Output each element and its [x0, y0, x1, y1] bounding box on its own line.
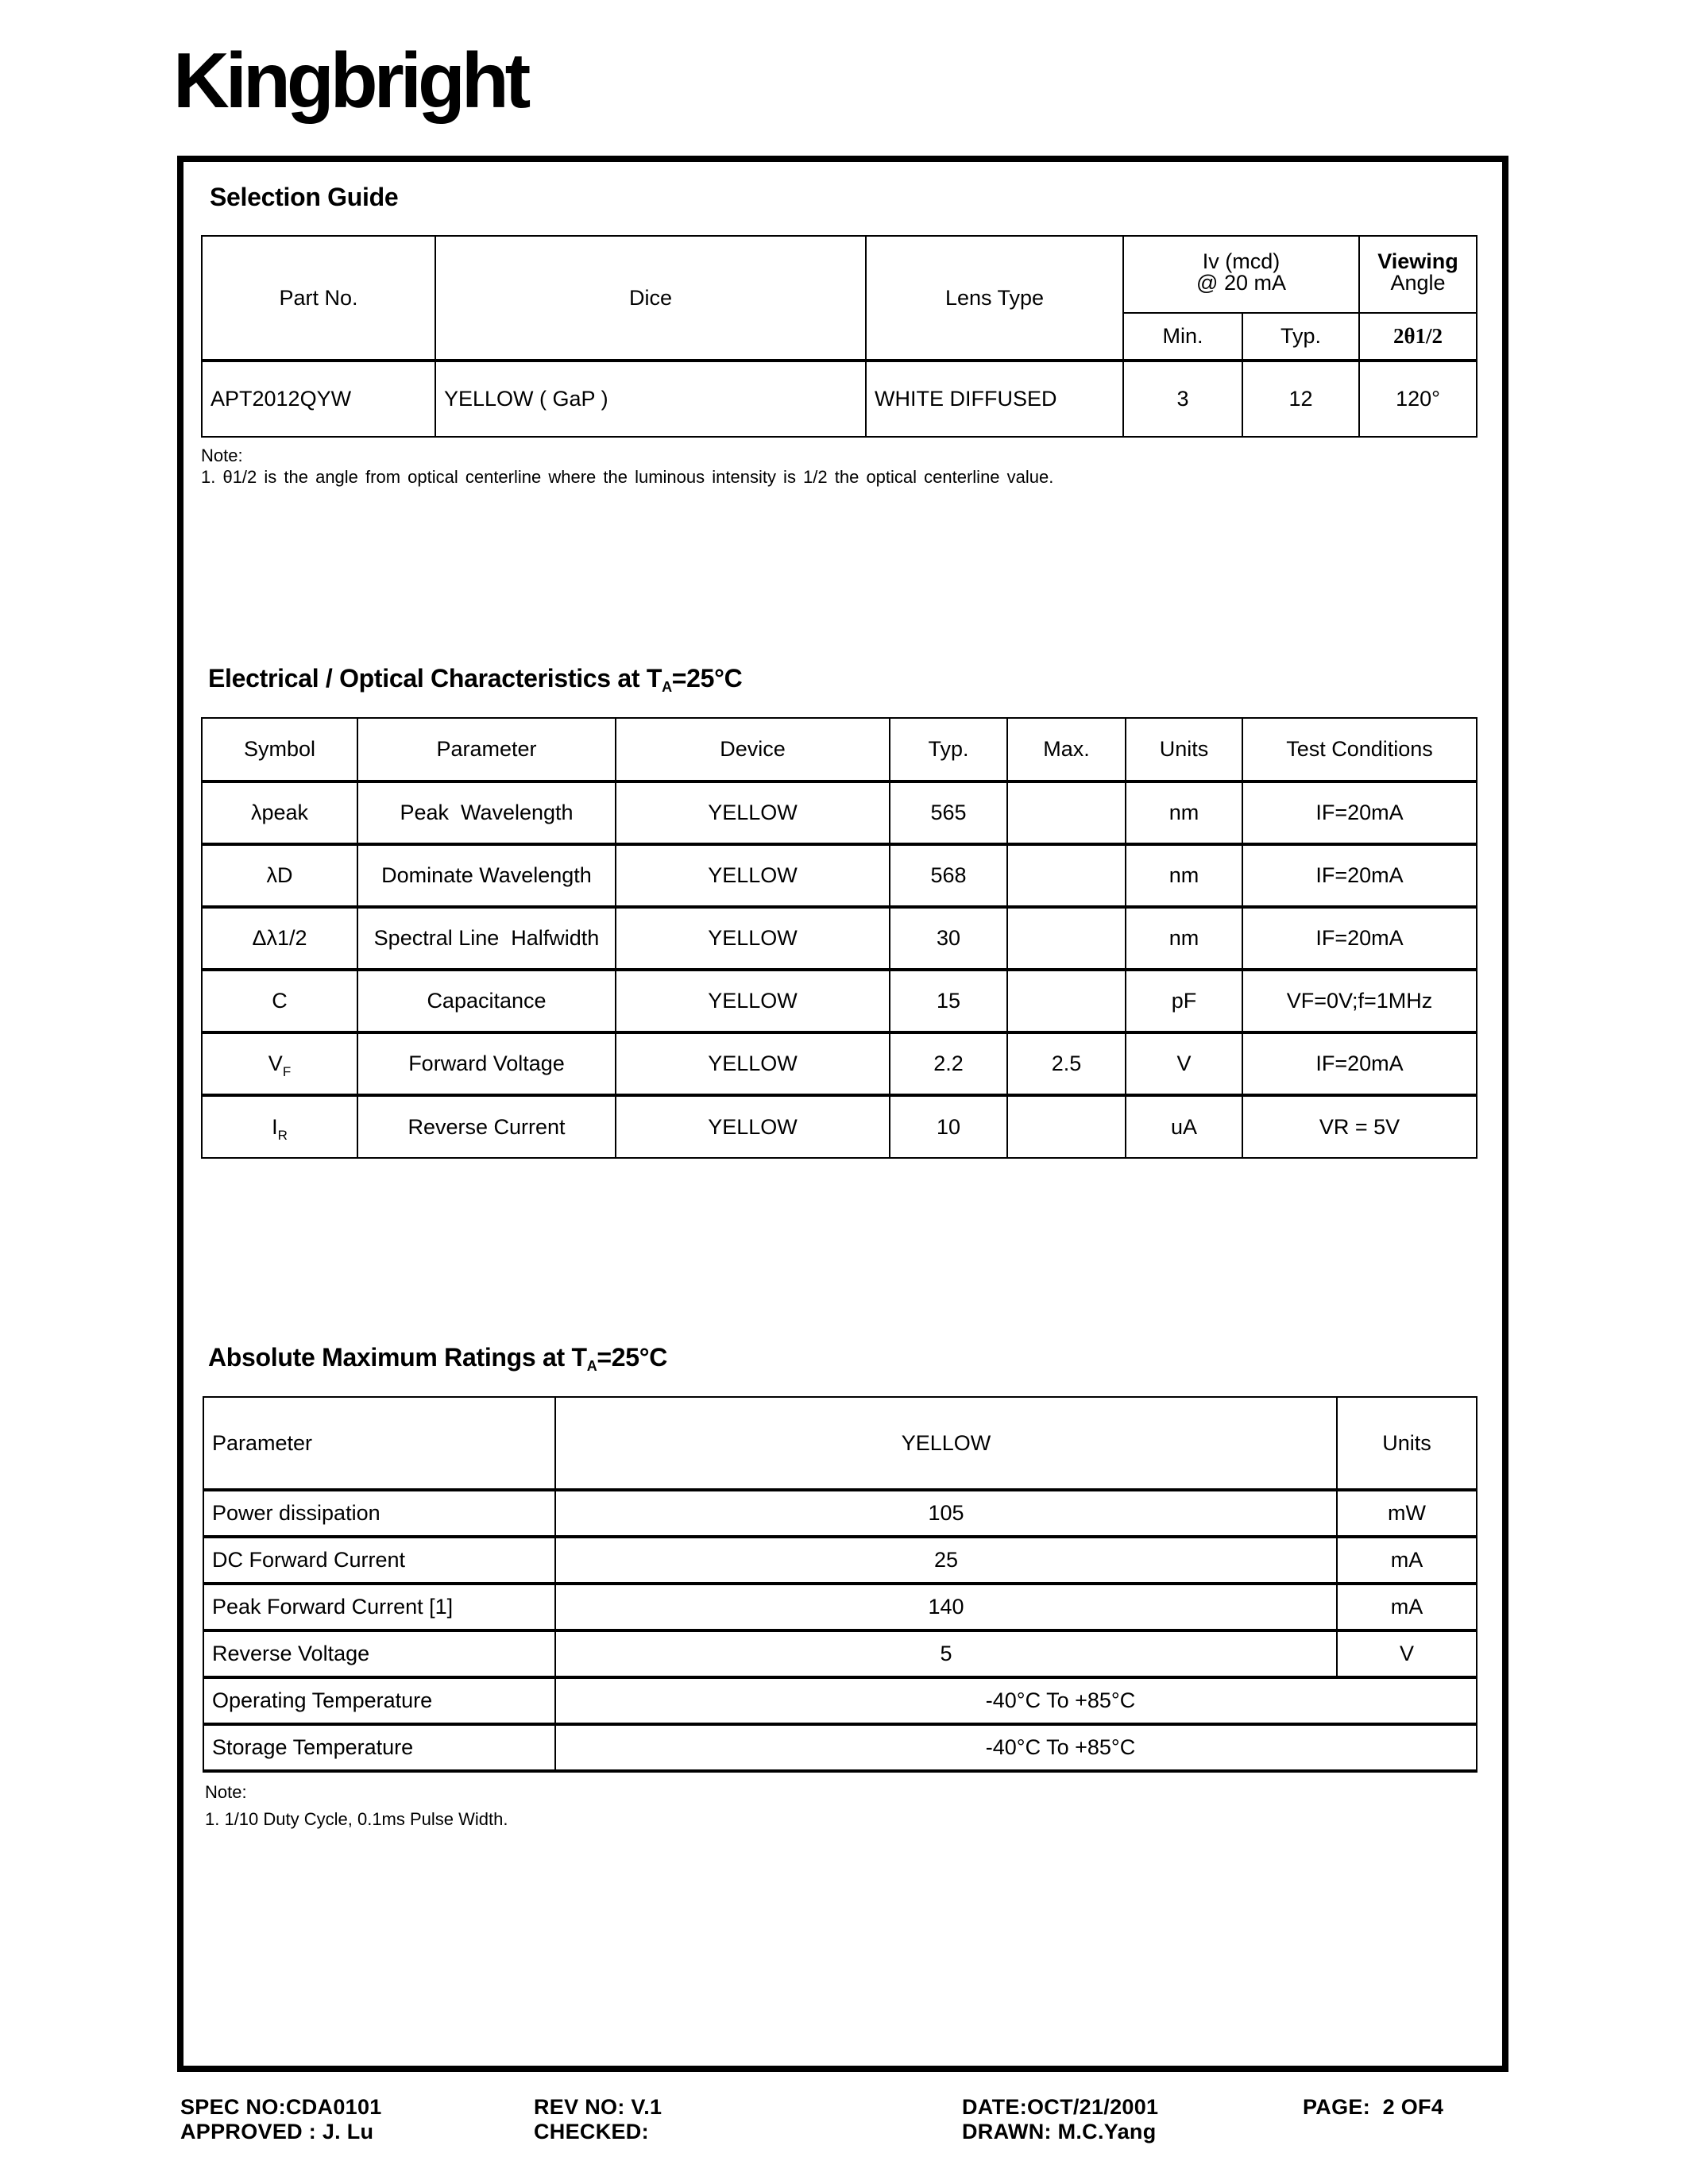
header-typ: Typ.	[890, 718, 1007, 781]
cell-typ: 568	[890, 844, 1007, 907]
cell-conditions: IF=20mA	[1242, 844, 1477, 907]
cell-units: V	[1337, 1630, 1477, 1677]
selection-guide-title: Selection Guide	[210, 183, 399, 211]
cell-units: nm	[1126, 907, 1242, 970]
table-row	[203, 1490, 1477, 1537]
table-row	[203, 1724, 1477, 1771]
cell-units: uA	[1126, 1095, 1242, 1158]
header-angle-symbol: 2θ1/2	[1359, 313, 1477, 361]
symbol-text: V	[268, 1051, 283, 1075]
cell-value: 140	[555, 1584, 1337, 1630]
header-viewing-angle	[1359, 236, 1477, 313]
cell-value	[555, 1724, 1477, 1771]
cell-value	[555, 1677, 1477, 1724]
cell-dice: YELLOW ( GaP )	[435, 361, 866, 437]
footer-date: DATE:OCT/21/2001	[962, 2095, 1159, 2119]
cell-typ: 30	[890, 907, 1007, 970]
cell-units: mW	[1337, 1490, 1477, 1537]
table-header-row	[202, 236, 1477, 313]
absolute-note-1: 1. 1/10 Duty Cycle, 0.1ms Pulse Width.	[205, 1809, 508, 1829]
symbol-text: I	[272, 1114, 278, 1139]
cell-symbol	[202, 1032, 357, 1095]
cell-device: YELLOW	[616, 970, 890, 1032]
cell-conditions: VF=0V;f=1MHz	[1242, 970, 1477, 1032]
cell-viewing-angle: 120°	[1359, 361, 1477, 437]
cell-iv-min: 3	[1123, 361, 1242, 437]
symbol-sub: F	[282, 1064, 292, 1079]
table-row	[203, 1677, 1477, 1724]
cell-device: YELLOW	[616, 1032, 890, 1095]
cell-symbol	[202, 781, 357, 844]
cell-parameter: Power dissipation	[203, 1490, 555, 1537]
cell-symbol	[202, 1095, 357, 1158]
cell-max	[1007, 970, 1126, 1032]
cell-parameter: Capacitance	[357, 970, 616, 1032]
cell-parameter: Reverse Voltage	[203, 1630, 555, 1677]
symbol-text: C	[272, 989, 288, 1013]
table-row	[202, 970, 1477, 1032]
header-device: Device	[616, 718, 890, 781]
table-row	[203, 1537, 1477, 1584]
cell-max: 2.5	[1007, 1032, 1126, 1095]
cell-units: mA	[1337, 1584, 1477, 1630]
cell-parameter: Dominate Wavelength	[357, 844, 616, 907]
cell-symbol	[202, 970, 357, 1032]
cell-units: nm	[1126, 844, 1242, 907]
cell-device: YELLOW	[616, 1095, 890, 1158]
selection-guide-table	[201, 235, 1477, 438]
table-header-row	[202, 718, 1477, 781]
header-part-no: Part No.	[202, 236, 435, 361]
kingbright-logo: Kingbright	[173, 37, 527, 124]
cell-parameter: Operating Temperature	[203, 1677, 555, 1724]
cell-units: nm	[1126, 781, 1242, 844]
cell-typ: 10	[890, 1095, 1007, 1158]
table-row	[202, 1095, 1477, 1158]
cell-max	[1007, 781, 1126, 844]
header-symbol: Symbol	[202, 718, 357, 781]
electrical-title-tail: =25°C	[671, 664, 743, 693]
cell-device: YELLOW	[616, 907, 890, 970]
table-row	[202, 844, 1477, 907]
footer-drawn: DRAWN: M.C.Yang	[962, 2120, 1157, 2143]
header-dice: Dice	[435, 236, 866, 361]
cell-conditions: IF=20mA	[1242, 907, 1477, 970]
table-row	[203, 1584, 1477, 1630]
absolute-title-sub: A	[586, 1358, 597, 1374]
header-typ: Typ.	[1242, 313, 1359, 361]
footer-checked: CHECKED:	[534, 2120, 649, 2143]
symbol-text: Δλ1/2	[252, 926, 307, 950]
cell-value: 5	[555, 1630, 1337, 1677]
header-min: Min.	[1123, 313, 1242, 361]
header-iv-line2: @ 20 mA	[1196, 271, 1286, 295]
header-device: YELLOW	[555, 1397, 1337, 1490]
footer-spec-no: SPEC NO:CDA0101	[180, 2095, 382, 2119]
footer-rev-no: REV NO: V.1	[534, 2095, 662, 2119]
cell-parameter: Forward Voltage	[357, 1032, 616, 1095]
selection-note-label: Note:	[201, 446, 243, 465]
table-row	[203, 1630, 1477, 1677]
absolute-note-label: Note:	[205, 1782, 247, 1802]
cell-units: pF	[1126, 970, 1242, 1032]
cell-parameter: Peak Wavelength	[357, 781, 616, 844]
cell-lens-type: WHITE DIFFUSED	[866, 361, 1123, 437]
selection-note-1: 1. θ1/2 is the angle from optical centerline where the luminous intensity is 1/2 the optical centerline value.	[201, 467, 1054, 487]
cell-value: 105	[555, 1490, 1337, 1537]
cell-parameter: Spectral Line Halfwidth	[357, 907, 616, 970]
electrical-title-sub: A	[662, 679, 672, 695]
table-row	[202, 1032, 1477, 1095]
footer-page: PAGE: 2 OF4	[1303, 2095, 1444, 2119]
cell-typ: 565	[890, 781, 1007, 844]
cell-units: mA	[1337, 1537, 1477, 1584]
symbol-sub: R	[277, 1127, 288, 1143]
cell-conditions: IF=20mA	[1242, 1032, 1477, 1095]
electrical-title-main: Electrical / Optical Characteristics at T	[208, 664, 662, 693]
cell-iv-typ: 12	[1242, 361, 1359, 437]
cell-device: YELLOW	[616, 844, 890, 907]
cell-part-no: APT2012QYW	[202, 361, 435, 437]
cell-parameter: Reverse Current	[357, 1095, 616, 1158]
absolute-title-tail: =25°C	[597, 1343, 668, 1372]
cell-units: V	[1126, 1032, 1242, 1095]
absolute-ratings-title	[208, 1343, 668, 1374]
table-row	[202, 361, 1477, 437]
header-viewing-line2: Angle	[1390, 271, 1446, 295]
absolute-ratings-table	[203, 1396, 1477, 1773]
header-units: Units	[1126, 718, 1242, 781]
header-parameter: Parameter	[203, 1397, 555, 1490]
symbol-text: λpeak	[250, 801, 309, 824]
header-lens-type: Lens Type	[866, 236, 1123, 361]
header-iv	[1123, 236, 1359, 313]
cell-conditions: IF=20mA	[1242, 781, 1477, 844]
header-max: Max.	[1007, 718, 1126, 781]
cell-value-text: -40°C To +85°C	[985, 1735, 1136, 1759]
table-row	[202, 781, 1477, 844]
cell-value-text: -40°C To +85°C	[985, 1688, 1136, 1712]
header-iv-line1: Iv (mcd)	[1202, 249, 1280, 273]
cell-conditions: VR = 5V	[1242, 1095, 1477, 1158]
cell-symbol	[202, 907, 357, 970]
cell-symbol	[202, 844, 357, 907]
cell-max	[1007, 844, 1126, 907]
cell-parameter: Storage Temperature	[203, 1724, 555, 1771]
table-header-row	[203, 1397, 1477, 1490]
header-viewing-line1: Viewing	[1377, 249, 1458, 273]
cell-max	[1007, 907, 1126, 970]
absolute-title-main: Absolute Maximum Ratings at T	[208, 1343, 587, 1372]
header-test-conditions: Test Conditions	[1242, 718, 1477, 781]
header-units: Units	[1337, 1397, 1477, 1490]
cell-typ: 2.2	[890, 1032, 1007, 1095]
cell-typ: 15	[890, 970, 1007, 1032]
symbol-text: λD	[266, 863, 293, 887]
electrical-table	[201, 717, 1477, 1159]
cell-parameter: DC Forward Current	[203, 1537, 555, 1584]
header-parameter: Parameter	[357, 718, 616, 781]
cell-value: 25	[555, 1537, 1337, 1584]
cell-parameter: Peak Forward Current [1]	[203, 1584, 555, 1630]
footer-approved: APPROVED : J. Lu	[180, 2120, 374, 2143]
table-row	[202, 907, 1477, 970]
cell-device: YELLOW	[616, 781, 890, 844]
electrical-title	[208, 664, 743, 695]
cell-max	[1007, 1095, 1126, 1158]
